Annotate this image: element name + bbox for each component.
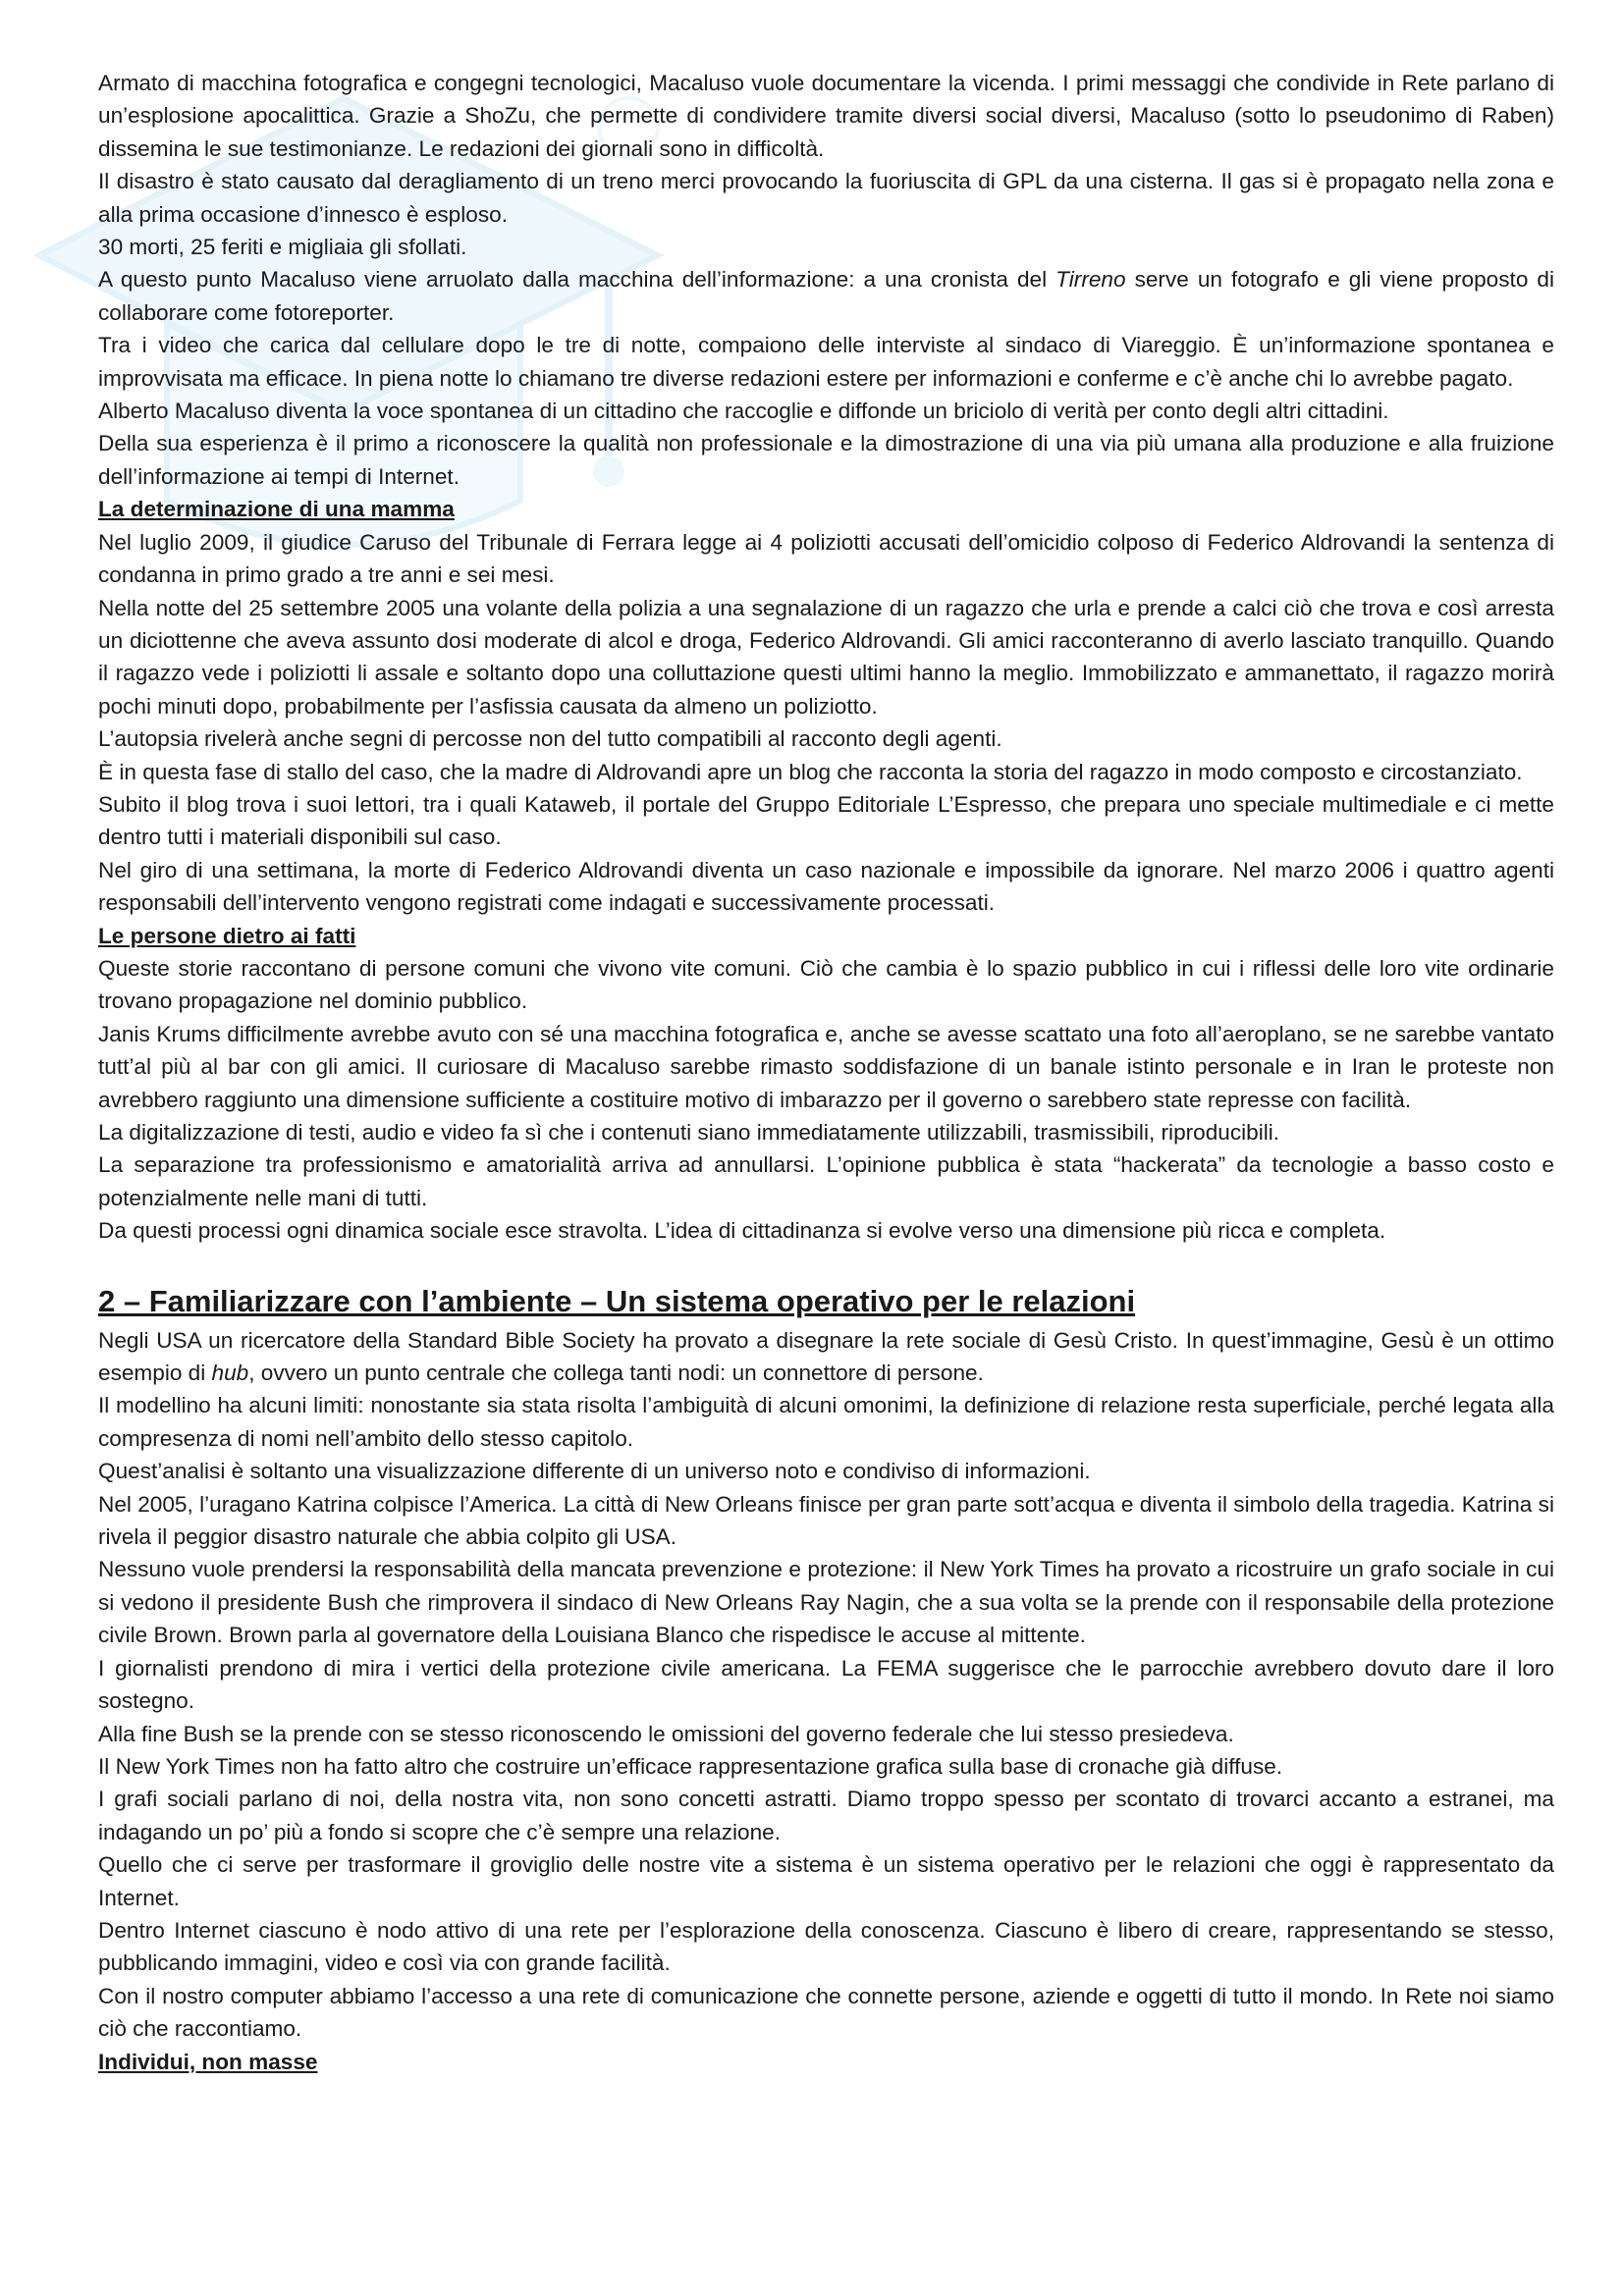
paragraph: Subito il blog trova i suoi lettori, tra i quali Kataweb, il portale del Gruppo Editoriale L’Espresso, che prepara uno speciale multimediale e ci mette dentro tutti i materiali disponibili sul caso. — [98, 791, 1554, 850]
paragraph: Il modellino ha alcuni limiti: nonostante sia stata risolta l’ambiguità di alcuni omonimi, la definizione di relazione resta superficiale, perché legata alla compresenza di nomi nell’ambito dello stesso capitolo. — [98, 1393, 1554, 1451]
paragraph: Tra i video che carica dal cellulare dopo le tre di notte, compaiono delle interviste al sindaco di Viareggio. È un’informazione spontanea e improvvisata ma efficace. In piena notte lo chiamano tre diverse redazioni estere per informazioni e conferme e c’è anche chi lo avrebbe pagato. — [98, 333, 1554, 391]
subheading: Individui, non masse — [98, 2049, 318, 2074]
paragraph: I giornalisti prendono di mira i vertici della protezione civile americana. La FEMA suggerisce che le parrocchie avrebbero dovuto dare il loro sostegno. — [98, 1655, 1554, 1714]
paragraph: È in questa fase di stallo del caso, che la madre di Aldrovandi apre un blog che racconta la storia del ragazzo in modo composto e circostanziato. — [98, 759, 1523, 784]
paragraph: Dentro Internet ciascuno è nodo attivo di una rete per l’esplorazione della conoscenza. Ciascuno è libero di creare, rappresentando se stesso, pubblicando immagini, video e così via con grande facilità. — [98, 1917, 1554, 1976]
paragraph: Alla fine Bush se la prende con se stesso riconoscendo le omissioni del governo federale che lui stesso presiedeva. — [98, 1721, 1234, 1746]
paragraph — [98, 1324, 1554, 1390]
paragraph: La digitalizzazione di testi, audio e video fa sì che i contenuti siano immediatamente utilizzabili, trasmissibili, riproducibili. — [98, 1120, 1280, 1145]
paragraph: Il New York Times non ha fatto altro che costruire un’efficace rappresentazione grafica sulla base di cronache già diffuse. — [98, 1753, 1283, 1779]
paragraph-text: Negli USA un ricercatore della Standard Bible Society ha provato a disegnare la rete sociale di Gesù Cristo. In quest’immagine, Gesù è un ottimo esempio di — [98, 1327, 1554, 1386]
paragraph: Nel giro di una settimana, la morte di Federico Aldrovandi diventa un caso nazionale e impossibile da ignorare. Nel marzo 2006 i quattro agenti responsabili dell’intervento vengono registrati come indagati e successivamente processati. — [98, 857, 1554, 916]
subheading: Le persone dietro ai fatti — [98, 923, 356, 948]
section-heading: 2 – Familiarizzare con l’ambiente – Un sistema operativo per le relazioni — [98, 1283, 1136, 1318]
paragraph-text: , ovvero un punto centrale che collega tanti nodi: un connettore di persone. — [248, 1361, 984, 1386]
paragraph: Da questi processi ogni dinamica sociale esce stravolta. L’idea di cittadinanza si evolve verso una dimensione più ricca e completa. — [98, 1218, 1386, 1244]
paragraph: Della sua esperienza è il primo a riconoscere la qualità non professionale e la dimostrazione di una via più umana alla produzione e alla fruizione dell’informazione ai tempi di Internet. — [98, 431, 1554, 489]
paragraph-italic: hub — [211, 1361, 249, 1386]
paragraph: Il disastro è stato causato dal deragliamento di un treno merci provocando la fuoriuscita di GPL da una cisterna. Il gas si è propagato nella zona e alla prima occasione d’innesco è esploso. — [98, 169, 1554, 227]
paragraph: Nel luglio 2009, il giudice Caruso del Tribunale di Ferrara legge ai 4 poliziotti accusati dell’omicidio colposo di Federico Aldrovandi la sentenza di condanna in primo grado a tre anni e sei mesi. — [98, 529, 1554, 588]
paragraph: Quello che ci serve per trasformare il groviglio delle nostre vite a sistema è un sistema operativo per le relazioni che oggi è rappresentato da Internet. — [98, 1852, 1554, 1910]
paragraph — [98, 263, 1554, 329]
document-page — [98, 67, 1554, 2078]
paragraph-italic: Tirreno — [1055, 267, 1126, 293]
paragraph: Janis Krums difficilmente avrebbe avuto con sé una macchina fotografica e, anche se avesse scattato una foto all’aeroplano, se ne sarebbe vantato tutt’al più al bar con gli amici. Il curiosare di Macaluso sarebbe rimasto soddisfazione di un banale istinto personale e in Iran le proteste non avrebbero raggiunto una dimensione sufficiente a costituire motivo di imbarazzo per il governo o sarebbero state represse con facilità. — [98, 1021, 1554, 1112]
paragraph: Alberto Macaluso diventa la voce spontanea di un cittadino che raccoglie e diffonde un briciolo di verità per conto degli altri cittadini. — [98, 399, 1389, 424]
subheading: La determinazione di una mamma — [98, 497, 455, 522]
paragraph: Nel 2005, l’uragano Katrina colpisce l’America. La città di New Orleans finisce per gran parte sott’acqua e diventa il simbolo della tragedia. Katrina si rivela il peggior disastro naturale che abbia colpito gli USA. — [98, 1491, 1554, 1550]
paragraph: Con il nostro computer abbiamo l’accesso a una rete di comunicazione che connette persone, aziende e oggetti di tutto il mondo. In Rete noi siamo ciò che raccontiamo. — [98, 1983, 1554, 2042]
paragraph: I grafi sociali parlano di noi, della nostra vita, non sono concetti astratti. Diamo troppo spesso per scontato di trovarci accanto a estranei, ma indagando un po’ più a fondo si scopre che c’è sempre una relazione. — [98, 1787, 1554, 1844]
paragraph: Armato di macchina fotografica e congegni tecnologici, Macaluso vuole documentare la vicenda. I primi messaggi che condivide in Rete parlano di un’esplosione apocalittica. Grazie a ShoZu, che permette di condividere tramite diversi social diversi, Macaluso (sotto lo pseudonimo di Raben) dissemina le sue testimonianze. Le redazioni dei giornali sono in difficoltà. — [98, 71, 1554, 161]
paragraph: 30 morti, 25 feriti e migliaia gli sfollati. — [98, 235, 467, 260]
paragraph: Quest’analisi è soltanto una visualizzazione differente di un universo noto e condiviso di informazioni. — [98, 1459, 1091, 1484]
paragraph: Nella notte del 25 settembre 2005 una volante della polizia a una segnalazione di un ragazzo che urla e prende a calci ciò che trova e così arresta un diciottenne che aveva assunto dosi moderate di alcol e droga, Federico Aldrovandi. Gli amici racconteranno di averlo lasciato tranquillo. Quando il ragazzo vede i poliziotti li assale e soltanto dopo una colluttazione questi ultimi hanno la meglio. Immobilizzato e ammanettato, il ragazzo morirà pochi minuti dopo, probabilmente per l’asfissia causata da almeno un poliziotto. — [98, 595, 1554, 719]
paragraph: La separazione tra professionismo e amatorialità arriva ad annullarsi. L’opinione pubblica è stata “hackerata” da tecnologie a basso costo e potenzialmente nelle mani di tutti. — [98, 1152, 1554, 1210]
paragraph-text: A questo punto Macaluso viene arruolato dalla macchina dell’informazione: a una cronista del — [98, 267, 1056, 293]
paragraph: Nessuno vuole prendersi la responsabilità della mancata prevenzione e protezione: il New York Times ha provato a ricostruire un grafo sociale in cui si vedono il presidente Bush che rimprovera il sindaco di New Orleans Ray Nagin, che a sua volta se la prende con il responsabile della protezione civile Brown. Brown parla al governatore della Louisiana Blanco che rispedisce le accuse al mittente. — [98, 1557, 1554, 1648]
paragraph: L’autopsia rivelerà anche segni di percosse non del tutto compatibili al racconto degli agenti. — [98, 726, 1002, 752]
paragraph-text: serve un fotografo e gli viene proposto di collaborare come fotoreporter. — [98, 267, 1554, 325]
paragraph: Queste storie raccontano di persone comuni che vivono vite comuni. Ciò che cambia è lo spazio pubblico in cui i riflessi delle loro vite ordinarie trovano propagazione nel dominio pubblico. — [98, 955, 1554, 1014]
